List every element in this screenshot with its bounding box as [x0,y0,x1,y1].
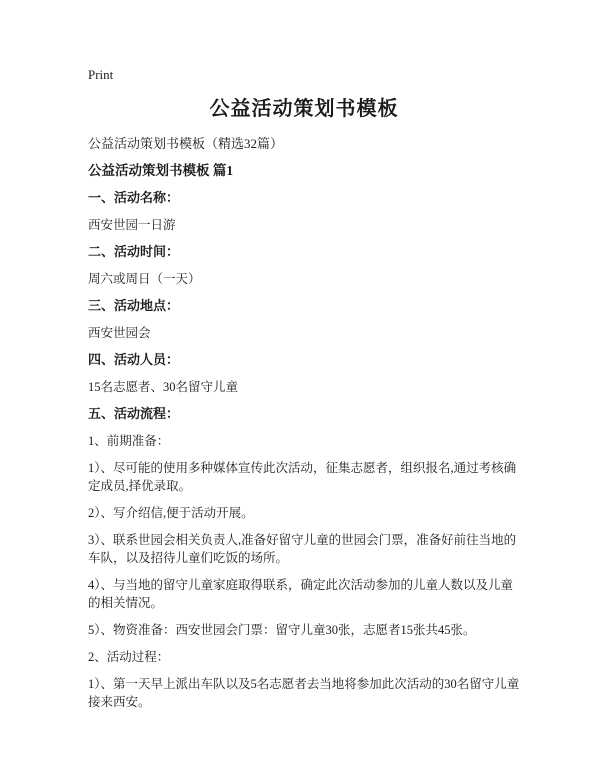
heading-activity-personnel: 四、活动人员： [88,352,180,367]
page-title: 公益活动策划书模板 [209,98,399,120]
article-heading: 公益活动策划书模板 篇1 [88,163,234,178]
heading-activity-time: 二、活动时间： [88,244,180,259]
subheading-preparation: 1、前期准备： [88,434,170,448]
preparation-step-3: 3）、联系世园会相关负责人,准备好留守儿童的世园会门票，准备好前往当地的车队，以及招待儿童们吃饭的场所。 [88,533,517,565]
activity-location-value: 西安世园会 [88,326,151,340]
preparation-step-5: 5）、物资准备：西安世园会门票：留守儿童30张，志愿者15张共45张。 [88,623,476,637]
doc-subtitle: 公益活动策划书模板（精选32篇） [88,136,284,151]
heading-activity-process: 五、活动流程： [88,406,180,421]
heading-activity-location: 三、活动地点： [88,298,180,313]
heading-activity-name: 一、活动名称： [88,190,180,205]
preparation-step-2: 2）、写介绍信,便于活动开展。 [88,506,254,520]
print-link[interactable]: Print [88,67,114,82]
activity-flow-step-1: 1）、第一天早上派出车队以及5名志愿者去当地将参加此次活动的30名留守儿童接来西安。 [88,677,520,709]
preparation-step-4: 4）、与当地的留守儿童家庭取得联系，确定此次活动参加的儿童人数以及儿童的相关情况。 [88,578,514,610]
activity-name-value: 西安世园一日游 [88,218,176,232]
activity-time-value: 周六或周日（一天） [88,272,201,286]
activity-personnel-value: 15名志愿者、30名留守儿童 [88,380,239,394]
subheading-activity-flow: 2、活动过程： [88,650,170,664]
preparation-step-1: 1）、尽可能的使用多种媒体宣传此次活动，征集志愿者，组织报名,通过考核确定成员,择优录取。 [88,461,517,493]
